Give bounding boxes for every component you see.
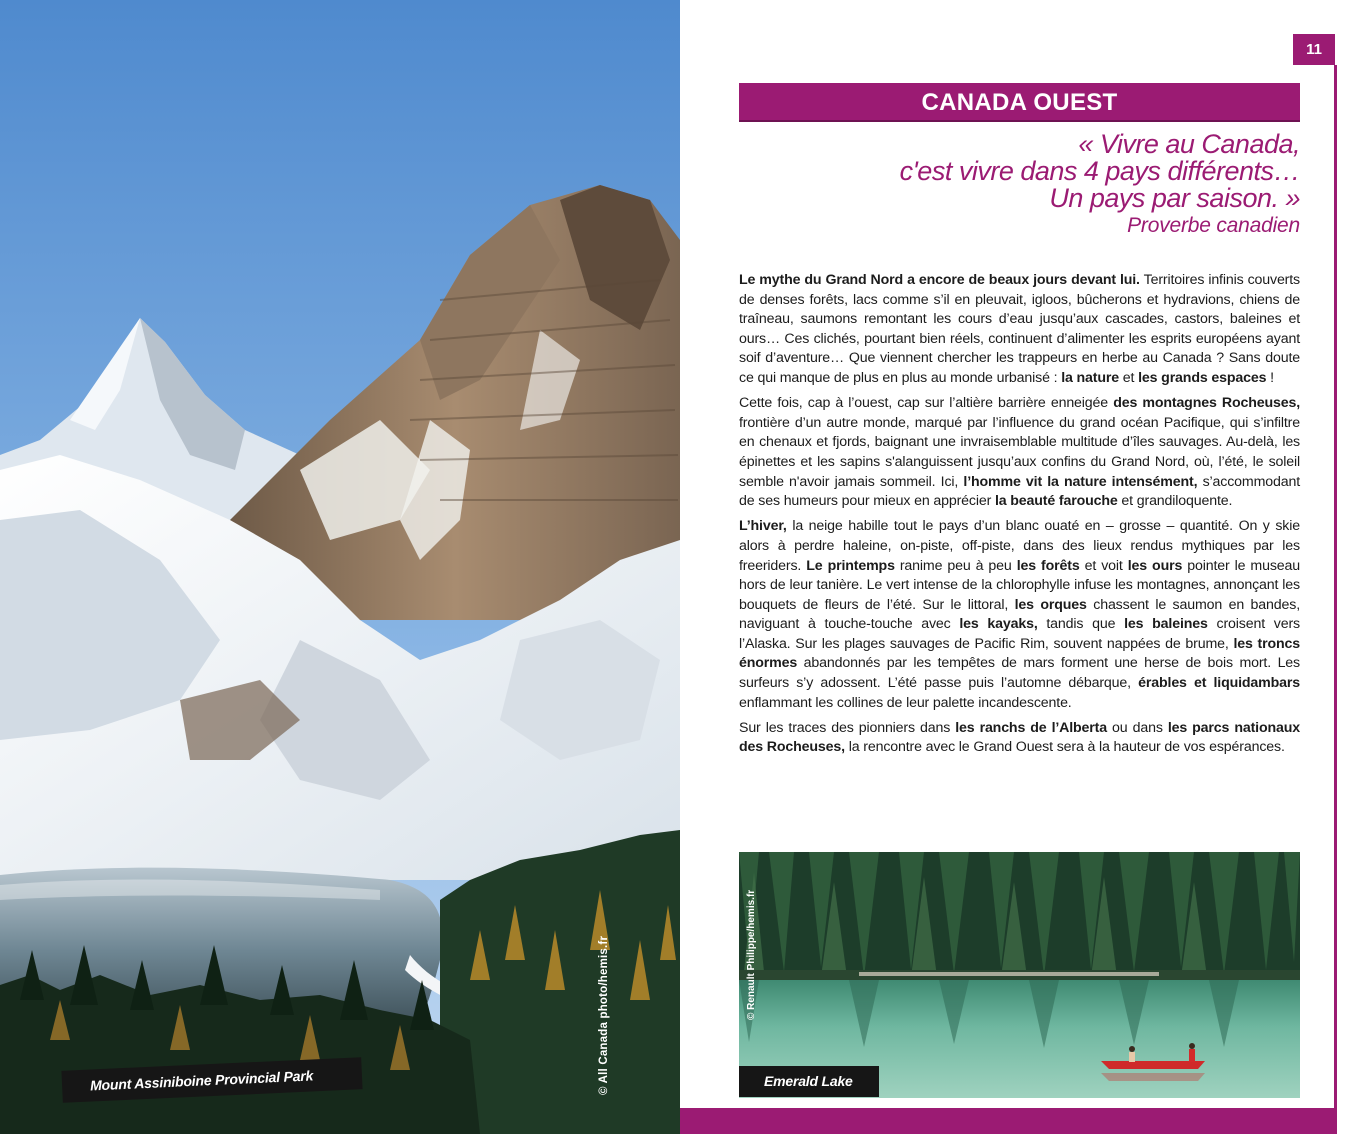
bold-run: L’hiver, bbox=[739, 518, 787, 535]
text-run: ou dans bbox=[1107, 719, 1168, 736]
text-run: et grandiloquente. bbox=[1117, 493, 1233, 510]
left-photo-caption: Mount Assiniboine Provincial Park bbox=[61, 1057, 362, 1103]
lake-photo bbox=[739, 852, 1300, 1098]
text-run: Cette fois, cap à l’ouest, cap sur l’altière barrière enneigée bbox=[739, 395, 1114, 412]
text-run: frontière d’un autre monde, marqué par l’influence du grand océan Pacifique, qui s’infiltre en chenaux et fjords, baignant une invraisemblable multitude d’îles sauvages. Au-delà, les épinettes et les sapins s'alanguissent jusqu’aux confins du Grand Nord, où, l’été, le soleil semble n'avoir jamais sommeil. Ici, bbox=[739, 414, 1300, 490]
text-run: la rencontre avec le Grand Ouest sera à la hauteur de vos espérances. bbox=[844, 739, 1285, 756]
text-run: ! bbox=[1266, 369, 1274, 386]
paragraph bbox=[739, 271, 1300, 389]
right-photo-caption: Emerald Lake bbox=[739, 1066, 879, 1097]
bold-run: la beauté farouche bbox=[994, 493, 1118, 510]
text-run: pointer le museau hors de leur tanière. Le vert intense de la chlorophylle infuse les montagnes, annonçant les bouquets de fleurs de l’été. Sur le littoral, bbox=[739, 557, 1300, 613]
bottom-border-rule bbox=[680, 1108, 1337, 1134]
section-title: CANADA OUEST bbox=[739, 83, 1300, 122]
bold-run: Le mythe du Grand Nord a encore de beaux jours devant lui. bbox=[739, 272, 1140, 288]
text-run: et bbox=[1118, 369, 1139, 386]
bold-run: des montagnes Rocheuses, bbox=[1113, 395, 1301, 412]
bold-run: Le printemps bbox=[806, 557, 895, 574]
bold-run: les orques bbox=[1014, 596, 1087, 613]
epigraph-quote bbox=[780, 131, 1300, 240]
text-run: chassent le saumon en bandes, naviguant à touche-touche avec bbox=[739, 596, 1300, 633]
text-run: Sur les traces des pionniers dans bbox=[739, 719, 956, 736]
text-run: et voit bbox=[1079, 557, 1128, 574]
bold-run: les grands espaces bbox=[1138, 369, 1267, 386]
text-run: croisent vers l’Alaska. Sur les plages sauvages de Pacific Rim, souvent nappées de brume, bbox=[739, 616, 1300, 652]
right-photo-credit: © Renault Philippe/hemis.fr bbox=[746, 889, 757, 1020]
quote-line: « Vivre au Canada, bbox=[1078, 129, 1300, 159]
bold-run: les forêts bbox=[1016, 557, 1080, 574]
bold-run: la nature bbox=[1061, 369, 1119, 386]
bold-run: l’homme vit la nature intensément, bbox=[963, 473, 1198, 490]
page-number: 11 bbox=[1293, 34, 1335, 65]
section-title-underline bbox=[739, 120, 1300, 122]
text-run: Territoires infinis couverts de denses forêts, lacs comme s’il en pleuvait, igloos, bûcherons et hydravions, chiens de traîneau, saumons remontant les cours d’eau jusqu’aux cascades, castors, baleines et ours… Ces clichés, pourtant bien réels, continuent d’alimenter les esprits européens ayant soif d’aventure… Que viennent chercher les trappeurs en herbe au Canada ? Sans doute ce qui manque de plus en plus au monde urbanisé : bbox=[739, 272, 1300, 386]
bold-run: les kayaks, bbox=[959, 616, 1038, 633]
left-photo-credit: © All Canada photo/hemis.fr bbox=[598, 935, 610, 1095]
text-run: abandonnés par les tempêtes de mars forment une herse de bois mort. Les surfeurs s’y adossent. L’été passe puis l’automne débarque, bbox=[739, 655, 1300, 692]
paragraph bbox=[739, 394, 1300, 512]
text-run: la neige habille tout le pays d’un blanc ouaté en – grosse – quantité. On y skie alors à perdre haleine, on-piste, off-piste, dans des lieux rendus mythiques par les freeriders. bbox=[739, 518, 1300, 574]
text-run: tandis que bbox=[1037, 616, 1125, 633]
right-border-rule bbox=[1334, 65, 1337, 1110]
text-run: ranime peu à peu bbox=[894, 557, 1017, 574]
quote-line: Un pays par saison. » bbox=[1049, 183, 1300, 213]
paragraph bbox=[739, 719, 1300, 758]
paragraph bbox=[739, 517, 1300, 713]
body-text bbox=[739, 271, 1300, 764]
bold-run: les ranchs de l’Alberta bbox=[955, 719, 1107, 736]
bold-run: les troncs énormes bbox=[739, 635, 1300, 672]
bold-run: érables et liquidambars bbox=[1138, 675, 1300, 692]
quote-line: c'est vivre dans 4 pays différents… bbox=[899, 156, 1300, 186]
bold-run: les ours bbox=[1127, 557, 1183, 574]
text-run: s’accommodant de ses humeurs pour mieux en apprécier bbox=[739, 473, 1300, 510]
lake-photo-illustration bbox=[739, 852, 1300, 1098]
text-run: enflammant les collines de leur palette incandescente. bbox=[739, 694, 1072, 711]
bold-run: les parcs nationaux des Rocheuses, bbox=[739, 719, 1300, 756]
quote-source: Proverbe canadien bbox=[1127, 214, 1300, 237]
bold-run: les baleines bbox=[1124, 616, 1208, 633]
